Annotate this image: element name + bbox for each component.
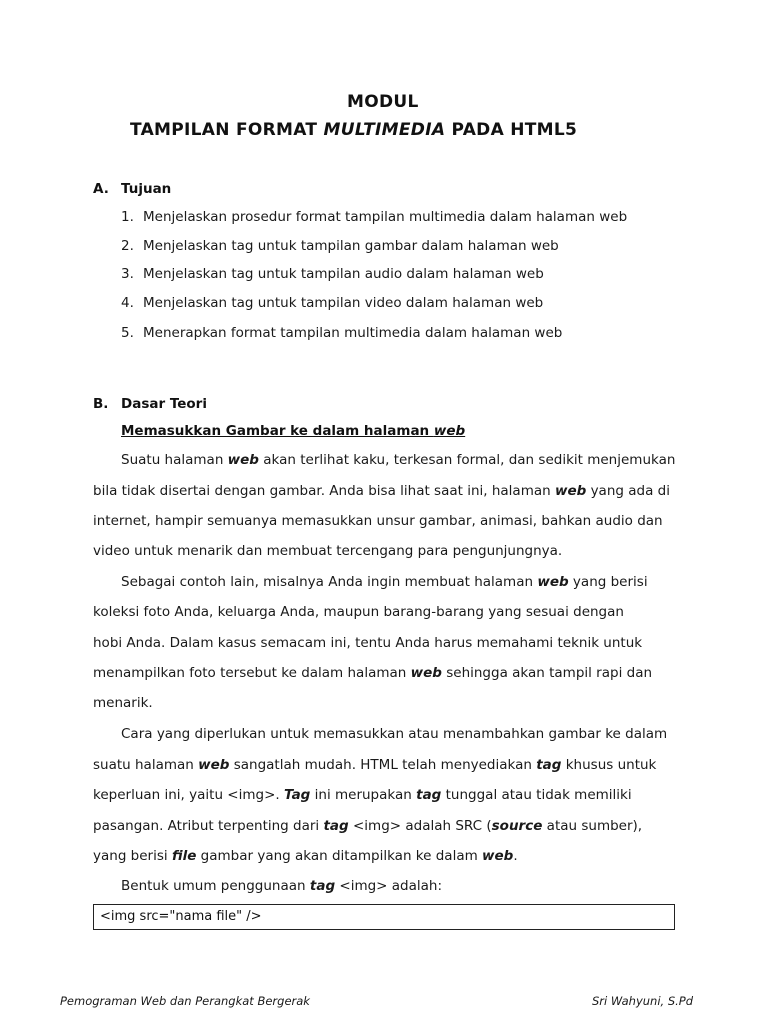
- text-run: ini merupakan: [310, 787, 417, 803]
- paragraph-line: hobi Anda. Dalam kasus semacam ini, tentu Anda harus memahami teknik untuk: [93, 635, 643, 651]
- text-run: suatu halaman: [93, 757, 199, 773]
- subheading: [121, 423, 465, 439]
- title-part-a: TAMPILAN FORMAT: [130, 120, 324, 140]
- list-item: Menjelaskan tag untuk tampilan video dalam halaman web: [143, 295, 544, 311]
- paragraph-line: [93, 757, 656, 773]
- list-item: Menjelaskan tag untuk tampilan audio dalam halaman web: [143, 266, 544, 282]
- section-b-label: B.: [93, 396, 109, 412]
- paragraph-line: [93, 665, 652, 681]
- list-item: Menjelaskan tag untuk tampilan gambar dalam halaman web: [143, 238, 559, 254]
- list-item-num: 5.: [121, 325, 134, 341]
- term-web: web: [227, 452, 259, 468]
- text-run: yang berisi: [93, 848, 172, 864]
- term-tag: tag: [309, 878, 336, 894]
- paragraph-line: koleksi foto Anda, keluarga Anda, maupun barang-barang yang sesuai dengan: [93, 604, 624, 620]
- term-tag: tag: [323, 818, 349, 834]
- section-a-heading: Tujuan: [121, 181, 172, 197]
- paragraph-line: [121, 878, 442, 894]
- list-item-num: 2.: [121, 238, 134, 254]
- list-item: Menerapkan format tampilan multimedia dalam halaman web: [143, 325, 563, 341]
- paragraph-line: [121, 452, 675, 468]
- list-item-num: 4.: [121, 295, 134, 311]
- code-box: [93, 904, 675, 930]
- term-web: web: [537, 574, 569, 590]
- title-modul: MODUL: [347, 92, 419, 112]
- section-a-label: A.: [93, 181, 109, 197]
- text-run: yang ada di: [586, 483, 670, 499]
- text-run: .: [513, 848, 518, 864]
- text-run: Sebagai contoh lain, misalnya Anda ingin membuat halaman: [121, 574, 538, 590]
- text-run: yang berisi: [568, 574, 648, 590]
- paragraph-line: [93, 818, 642, 834]
- text-run: <img> adalah SRC (: [348, 818, 492, 834]
- paragraph-line: video untuk menarik dan membuat tercengang para pengunjungnya.: [93, 543, 563, 559]
- text-run: sehingga akan tampil rapi dan: [441, 665, 653, 681]
- text-run: pasangan. Atribut terpenting dari: [93, 818, 324, 834]
- paragraph-line: Cara yang diperlukan untuk memasukkan atau menambahkan gambar ke dalam: [121, 726, 668, 742]
- text-run: keperluan ini, yaitu <img>.: [93, 787, 284, 803]
- term-web: web: [198, 757, 230, 773]
- paragraph-line: menarik.: [93, 695, 153, 711]
- term-tag: tag: [536, 757, 562, 773]
- term-web: web: [554, 483, 587, 499]
- title-main: [130, 120, 577, 140]
- text-run: menampilkan foto tersebut ke dalam halaman: [93, 665, 411, 681]
- paragraph-line: [93, 848, 518, 864]
- paragraph-line: [93, 483, 670, 499]
- text-run: khusus untuk: [561, 757, 657, 773]
- title-part-c: PADA HTML5: [445, 120, 578, 140]
- text-run: Bentuk umum penggunaan: [121, 878, 310, 894]
- footer-right: Sri Wahyuni, S.Pd: [592, 994, 694, 1008]
- text-run: Suatu halaman: [121, 452, 228, 468]
- text-run: <img> adalah:: [335, 878, 443, 894]
- list-item: Menjelaskan prosedur format tampilan multimedia dalam halaman web: [143, 209, 628, 225]
- term-file: file: [171, 848, 197, 864]
- term-source: source: [491, 818, 543, 834]
- subheading-web: web: [433, 423, 466, 439]
- paragraph-line: [93, 787, 632, 803]
- term-web: web: [482, 848, 514, 864]
- list-item-num: 3.: [121, 266, 134, 282]
- text-run: atau sumber),: [542, 818, 643, 834]
- term-web: web: [410, 665, 442, 681]
- text-run: tunggal atau tidak memiliki: [441, 787, 632, 803]
- list-item-num: 1.: [121, 209, 134, 225]
- section-b-heading: Dasar Teori: [121, 396, 207, 412]
- subheading-text: Memasukkan Gambar ke dalam halaman: [121, 423, 434, 439]
- paragraph-line: internet, hampir semuanya memasukkan unsur gambar, animasi, bahkan audio dan: [93, 513, 663, 529]
- text-run: akan terlihat kaku, terkesan formal, dan sedikit menjemukan: [258, 452, 676, 468]
- text-run: bila tidak disertai dengan gambar. Anda bisa lihat saat ini, halaman: [93, 483, 555, 499]
- term-tag: tag: [416, 787, 442, 803]
- title-part-b: MULTIMEDIA: [323, 120, 446, 140]
- term-tag: Tag: [283, 787, 311, 803]
- footer-left: Pemograman Web dan Perangkat Bergerak: [60, 994, 310, 1008]
- paragraph-line: [121, 574, 648, 590]
- code-text: <img src="nama file" />: [100, 909, 262, 924]
- text-run: sangatlah mudah. HTML telah menyediakan: [229, 757, 537, 773]
- text-run: gambar yang akan ditampilkan ke dalam: [196, 848, 483, 864]
